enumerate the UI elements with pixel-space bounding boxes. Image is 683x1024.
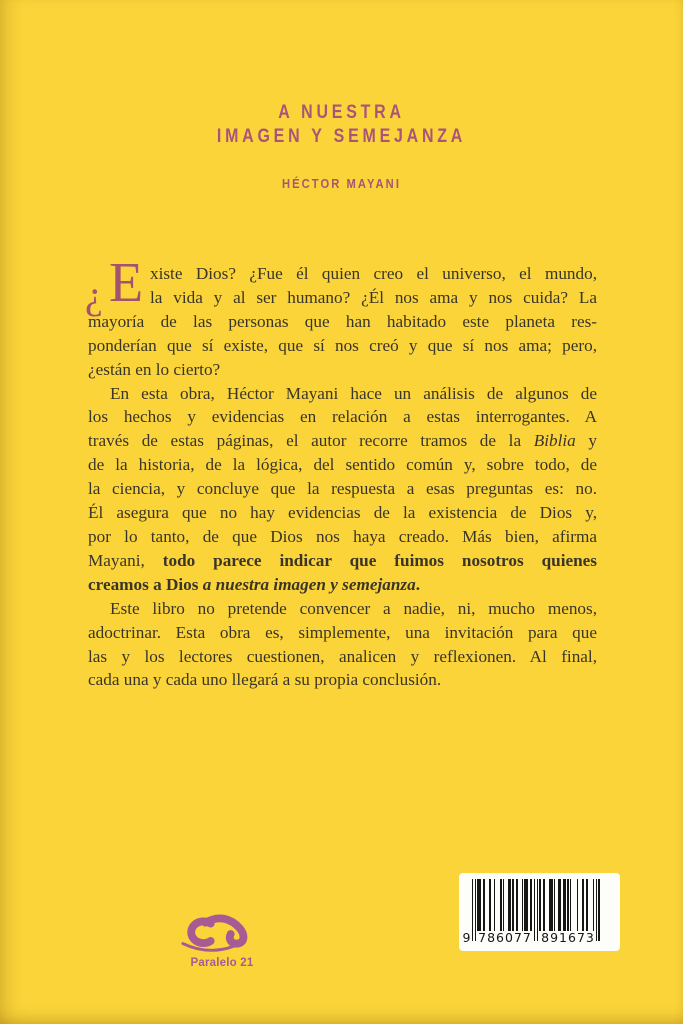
book-title-line2: IMAGEN Y SEMEJANZA (216, 126, 467, 147)
synopsis-line: los hechos y evidencias en relación a estas interrogantes. A (88, 407, 597, 427)
synopsis-line: cada una y cada uno llegará a su propia conclusión. (88, 670, 442, 690)
publisher-name: Paralelo 21 (190, 957, 254, 969)
synopsis-line: adoctrinar. Esta obra es, simplemente, una invitación para que (88, 622, 597, 642)
synopsis-line: mayoría de las personas que han habitado este planeta res- (88, 311, 597, 331)
barcode-digits-right: 891673 (541, 930, 595, 945)
synopsis-line: la vida y al ser humano? ¿Él nos ama y nos cuida? La (150, 287, 597, 307)
synopsis-line: creamos a Dios a nuestra imagen y semejanza. (88, 574, 420, 594)
publisher-logo-block (175, 914, 269, 969)
book-title-line1: A NUESTRA (278, 102, 405, 123)
barcode (459, 873, 620, 951)
header (0, 101, 683, 191)
synopsis-line: de la historia, de la lógica, del sentido común y, sobre todo, de (88, 455, 597, 475)
synopsis-line: En esta obra, Héctor Mayani hace un análisis de algunos de (110, 383, 597, 403)
synopsis-line: Este libro no pretende convencer a nadie, ni, mucho menos, (110, 598, 597, 618)
synopsis-line: la ciencia, y concluye que la respuesta a esas preguntas es: no. (88, 479, 597, 499)
author-name: HÉCTOR MAYANI (281, 176, 401, 191)
synopsis-line: xiste Dios? ¿Fue él quien creo el universo, el mundo, (150, 264, 597, 283)
synopsis-line: ¿están en lo cierto? (88, 359, 221, 379)
barcode-digits-left: 786077 (478, 930, 532, 945)
dropcap-letter: E (109, 252, 144, 314)
synopsis-line: través de estas páginas, el autor recorre tramos de la Biblia y (88, 431, 598, 451)
dropcap-question-mark: ¿ (85, 272, 103, 317)
synopsis-line: Él asegura que no hay evidencias de la existencia de Dios y, (88, 503, 597, 523)
barcode-lead-digit: 9 (462, 930, 471, 945)
synopsis-line: Mayani, todo parece indicar que fuimos nosotros quienes (88, 550, 597, 570)
synopsis (85, 252, 598, 692)
synopsis-line: ponderían que sí existe, que sí nos creó y que sí nos ama; pero, (88, 335, 597, 355)
synopsis-line: por lo tanto, de que Dios nos haya creado. Más bien, afirma (88, 526, 597, 546)
synopsis-line: las y los lectores cuestionen, analicen y reflexionen. Al final, (88, 646, 597, 666)
paralelo21-swirl-icon (175, 914, 269, 954)
